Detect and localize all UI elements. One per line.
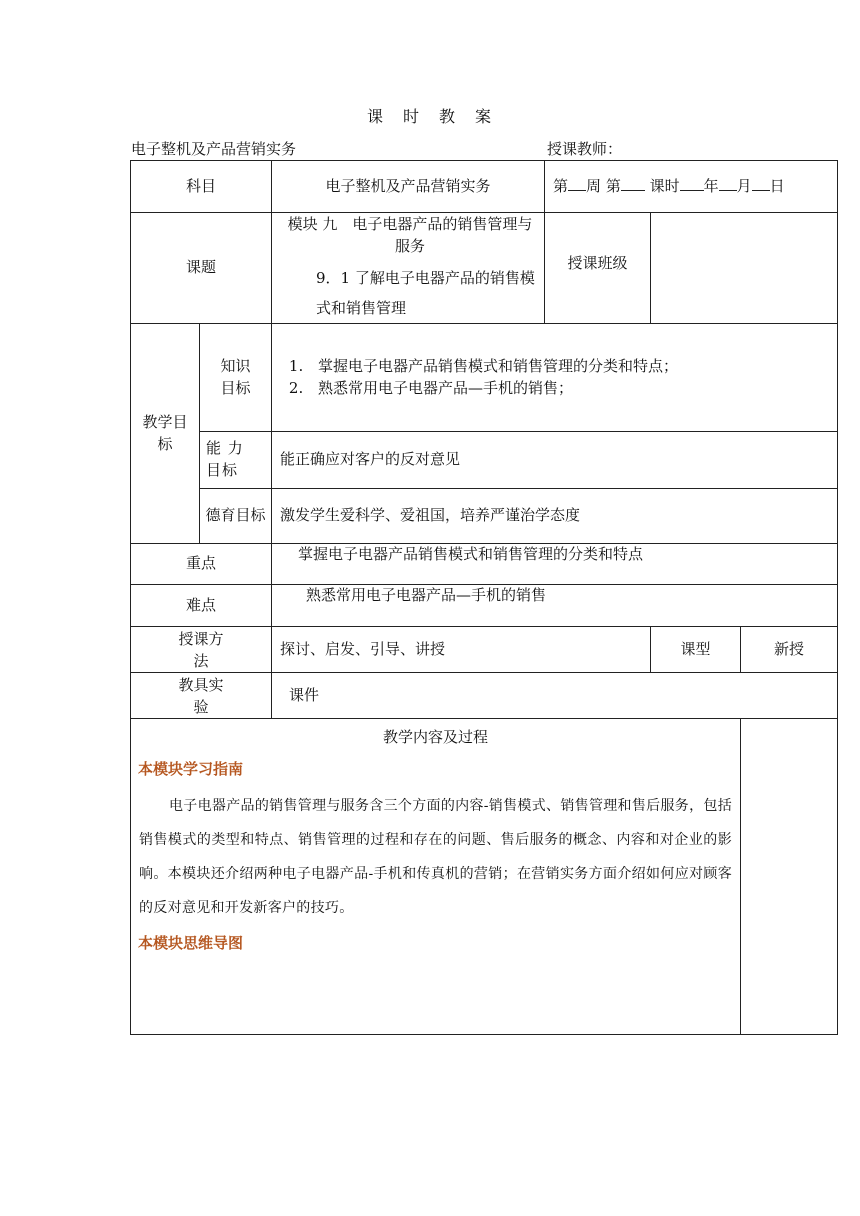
knowledge-label: 知识目标 [200, 324, 272, 432]
content-side-cell [741, 719, 838, 1035]
type-label: 课型 [651, 627, 741, 673]
tools-value: 课件 [272, 673, 838, 719]
goals-label: 教学目标 [131, 324, 200, 544]
difficulty-label: 难点 [131, 585, 272, 627]
key-value: 掌握电子电器产品销售模式和销售管理的分类和特点 [272, 544, 838, 585]
type-value: 新授 [741, 627, 838, 673]
difficulty-value: 熟悉常用电子电器产品—手机的销售 [272, 585, 838, 627]
lesson-plan-table [130, 160, 838, 1035]
mindmap-heading: 本模块思维导图 [138, 933, 244, 952]
moral-label: 德育目标 [200, 489, 272, 544]
ability-label: 能 力 目标 [200, 432, 272, 489]
topic-value [272, 213, 545, 324]
subject-value: 电子整机及产品营销实务 [272, 161, 545, 213]
key-label: 重点 [131, 544, 272, 585]
class-label: 授课班级 [545, 213, 651, 324]
list-item: 2. 熟悉常用电子电器产品—手机的销售； [308, 378, 837, 400]
title-char: 课 [366, 107, 385, 126]
title-char: 教 [439, 107, 458, 126]
topic-line-1: 模块 九 电子电器产品的销售管理与服务 [287, 215, 533, 255]
class-value [651, 213, 838, 324]
title-char: 案 [475, 107, 494, 126]
topic-line-2: 9．1 了解电子电器产品的销售模式和销售管理 [316, 269, 535, 317]
ability-value: 能正确应对客户的反对意见 [272, 432, 838, 489]
teacher-label: 授课教师： [547, 140, 623, 158]
schedule-cell: 第 周 第 课时 年 月 日 [545, 161, 838, 213]
title-char: 时 [402, 107, 421, 126]
knowledge-goals [272, 324, 838, 432]
guide-heading: 本模块学习指南 [138, 759, 244, 778]
content-cell [131, 719, 741, 1035]
method-label: 授课方法 [131, 627, 272, 673]
subject-label: 科目 [131, 161, 272, 213]
subject-line: 电子整机及产品营销实务 [131, 140, 297, 158]
list-item: 1. 掌握电子电器产品销售模式和销售管理的分类和特点； [308, 356, 837, 378]
tools-label: 教具实验 [131, 673, 272, 719]
content-title: 教学内容及过程 [383, 728, 489, 746]
guide-text: 电子电器产品的销售管理与服务含三个方面的内容-销售模式、销售管理和售后服务，包括销售模式的类型和特点、销售管理的过程和存在的问题、售后服务的概念、内容和对企业的影响。本模块还介绍两种电子电器产品-手机和传真机的营销；在营销实务方面介绍如何应对顾客的反对意见和开发新客户的技巧。 [139, 797, 733, 916]
method-value: 探讨、启发、引导、讲授 [272, 627, 651, 673]
topic-label: 课题 [131, 213, 272, 324]
moral-value: 激发学生爱科学、爱祖国，培养严谨治学态度 [272, 489, 838, 544]
document-title [0, 104, 860, 127]
